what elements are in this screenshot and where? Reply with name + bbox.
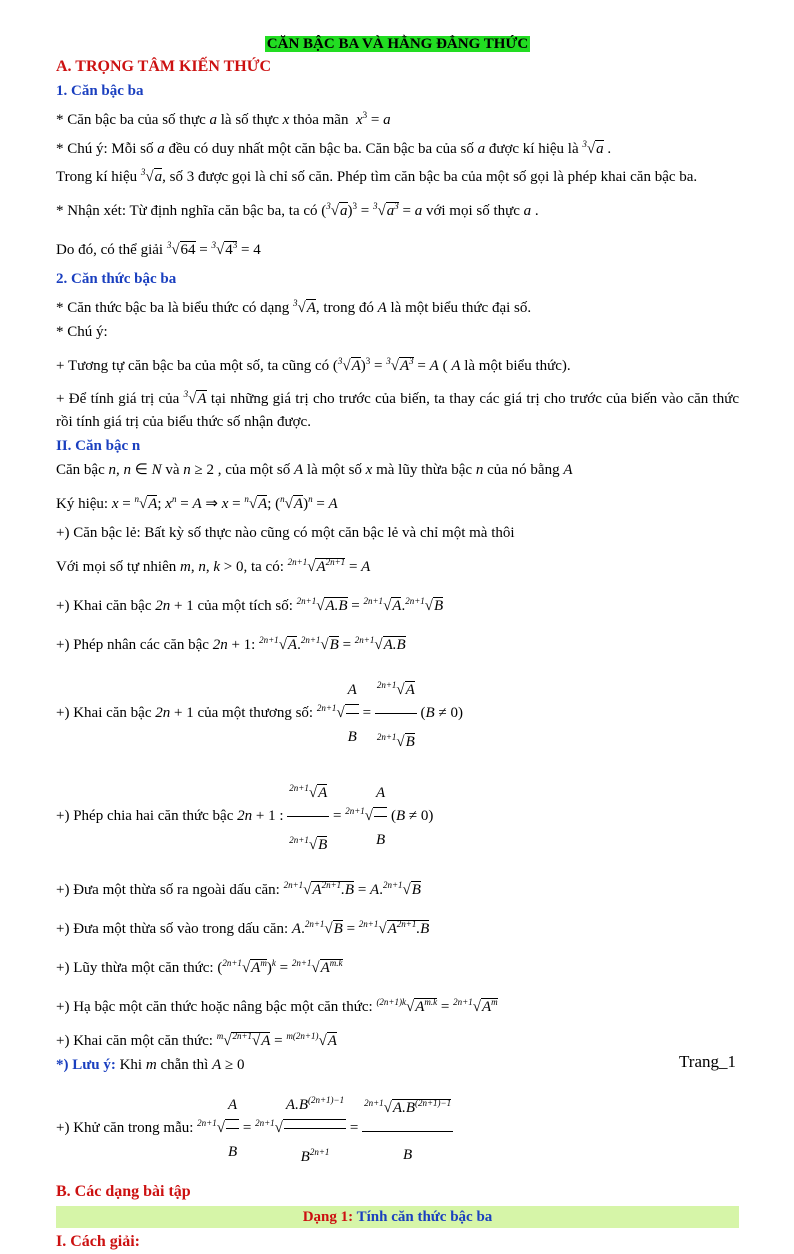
nth-root-definition: Căn bậc n, n ∈ N và n ≥ 2 , của một số A là một số x mà lũy thừa bậc n của nó bằng A: [56, 462, 573, 478]
note-even: *) Lưu ý: Khi m chẵn thì A ≥ 0: [56, 1057, 245, 1073]
notation-line: Ký hiệu: x = $^n$√A; $x^n = A$ ⇒ x = $^n$√A; $(^n√A)^n = A$: [56, 494, 338, 512]
rule-natural-numbers: Với mọi số tự nhiên m, n, k > 0, ta có: $^{2n+1}√A^{2n+1} = A$: [56, 557, 371, 575]
example-line: Do đó, có thể giải $^3√64 = ^3√4^3 = 4$: [56, 240, 261, 258]
property-line-1: + Tương tự căn bậc ba của một số, ta cũng có $(^3√A)^3 = ^3√A^3 = A$ ( A là một biểu thức).: [56, 356, 571, 374]
rule-rationalize: +) Khử căn trong mẫu: $^{2n+1}$√ $\frac{A}{B}$ = $^{2n+1}$√ $\frac{A.B^{(2n+1)-1}}{B^{2n+1}}$ = $\frac{^{2n+1}√A.B^{(2n+1)-1}}{B}$: [56, 1077, 739, 1180]
method-heading: I. Cách giải:: [56, 1233, 140, 1250]
rule-degree: +) Hạ bậc một căn thức hoặc nâng bậc một căn thức: $^{(2n+1)k}√A^{m.k} = ^{2n+1}√A^m$: [56, 997, 498, 1015]
rule-divide: +) Phép chia hai căn thức bậc 2n + 1 : $\frac{^{2n+1}√A}{^{2n+1}√B}$ = $^{2n+1}$√ $\frac{A}{B}$ (B ≠ 0): [56, 765, 739, 868]
page-number: Trang_1: [679, 1052, 736, 1071]
document-page: [56, 36, 739, 1254]
rule-product: +) Khai căn bậc 2n + 1 của một tích số: $^{2n+1}$√A.B = $^{2n+1}$√A.$^{2n+1}$√B: [56, 596, 444, 614]
property-line-2: + Để tính giá trị của $^3$√A tại những giá trị cho trước của biến, ta thay các giá trị cho trước của biến vào căn thức rồi tính giá trị của biểu thức số nhận được.: [56, 389, 740, 430]
rule-nested-root: +) Khai căn một căn thức: $^m$√$^{2n+1}$√A = $^{m(2n+1)}$√A: [56, 1031, 337, 1049]
rule-multiply: +) Phép nhân các căn bậc 2n + 1: $^{2n+1}$√A.$^{2n+1}$√B = $^{2n+1}$√A.B: [56, 635, 406, 653]
section-a-heading: A. TRỌNG TÂM KIẾN THỨC: [56, 58, 271, 75]
note-line-2: Trong kí hiệu $^3$√a, số 3 được gọi là chỉ số căn. Phép tìm căn bậc ba của một số gọi là phép khai căn bậc ba.: [56, 167, 698, 185]
remark-line: * Nhận xét: Từ định nghĩa căn bậc ba, ta có $(^3√a)^3 = ^3√a^3 = a$ với mọi số thực a .: [56, 201, 539, 219]
rule-factor-out: +) Đưa một thừa số ra ngoài dấu căn: $^{2n+1}√A^{2n+1}.B = A.^{2n+1}√B$: [56, 880, 421, 898]
rule-power: +) Lũy thừa một căn thức: $(^{2n+1}√A^m)^k = ^{2n+1}√A^{m.k}$: [56, 958, 343, 976]
cubic-radical-definition: * Căn thức bậc ba là biểu thức có dạng $^3$√A, trong đó A là một biểu thức đại số.: [56, 298, 532, 316]
section-b-heading: B. Các dạng bài tập: [56, 1183, 191, 1200]
rule-quotient: +) Khai căn bậc 2n + 1 của một thương số: $^{2n+1}$√ $\frac{A}{B}$ = $\frac{^{2n+1}√A}{^{2n+1}√B}$ (B ≠ 0): [56, 662, 739, 765]
heading-can-bac-ba: 1. Căn bậc ba: [56, 83, 144, 99]
topic-banner: Dạng 1: Tính căn thức bậc ba: [56, 1206, 739, 1228]
page-title: CĂN BẬC BA VÀ HẰNG ĐẲNG THỨC: [266, 36, 529, 52]
note-line: * Chú ý: Mỗi số a đều có duy nhất một căn bậc ba. Căn bậc ba của số a được kí hiệu là $^3$√a .: [56, 139, 612, 157]
rule-odd-root: +) Căn bậc lẻ: Bất kỳ số thực nào cũng có một căn bậc lẻ và chỉ một mà thôi: [56, 525, 515, 541]
heading-can-bac-n: II. Căn bậc n: [56, 438, 141, 454]
note-label: * Chú ý:: [56, 324, 108, 340]
rule-factor-in: +) Đưa một thừa số vào trong dấu căn: $A.^{2n+1}√B = ^{2n+1}√A^{2n+1}.B$: [56, 919, 430, 937]
heading-can-thuc-bac-ba: 2. Căn thức bậc ba: [56, 271, 177, 287]
definition-line: * Căn bậc ba của số thực a là số thực x thỏa mãn $x^3 = a$: [56, 110, 391, 128]
